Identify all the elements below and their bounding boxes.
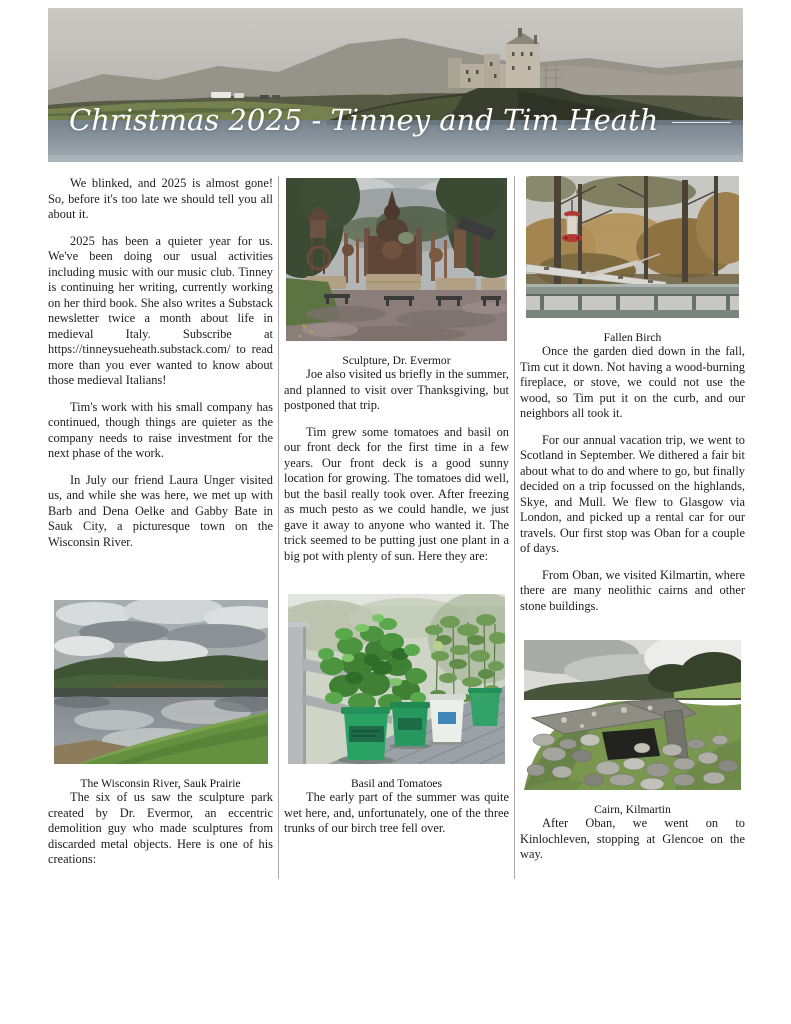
fallen-birch-figure	[520, 176, 745, 344]
castle-landscape-photo	[48, 8, 743, 162]
photo-caption: Basil and Tomatoes	[350, 777, 443, 790]
column-divider	[514, 176, 515, 879]
fallen-birch-photo	[526, 176, 739, 318]
page-title: Christmas 2025 - Tinney and Tim Heath	[69, 103, 659, 137]
basil-tomatoes-photo	[288, 594, 505, 764]
paragraph: After Oban, we went on to Kinlochleven, stopping at Glencoe on the way.	[520, 816, 745, 861]
cairn-photo	[524, 640, 741, 790]
header-banner	[48, 8, 743, 162]
sculpture-park-photo	[286, 178, 507, 341]
photo-caption: Fallen Birch	[603, 331, 662, 344]
paragraph: Joe also visited us briefly in the summer, and planned to visit over Thanksgiving, but postponed that trip.	[284, 367, 509, 412]
paragraph: The early part of the summer was quite wet here, and, unfortunately, one of the three trunks of our birch tree fell over.	[284, 790, 509, 835]
column-layout	[48, 176, 745, 879]
column-divider	[278, 176, 279, 879]
paragraph: 2025 has been a quieter year for us. We've been doing our usual activities including music with our music club. Tinney is continuing her writing, currently working on her third book. She also writes a Substack newsletter twice a month about life in medieval Italy. Subscribe at https://tinneysueheath.substack.com/ to read more than you ever wanted to know about those medieval Italians!	[48, 233, 273, 387]
paragraph: For our annual vacation trip, we went to Scotland in September. We dithered a fair bit about what to do and where to go, but finally decided on a trip focussed on the highlands, Skye, and Mull. We flew to Glasgow via London, and picked up a rental car for our travels. Our first stop was Oban for a couple of days.	[520, 432, 745, 555]
paragraph: In July our friend Laura Unger visited us, and while she was here, we met up with Barb and Dena Oelke and Gabby Bate in Sauk City, a picturesque town on the Wisconsin River.	[48, 472, 273, 549]
wisconsin-river-figure	[48, 600, 273, 790]
photo-caption: Cairn, Kilmartin	[594, 803, 671, 816]
cairn-figure	[520, 640, 745, 816]
photo-caption: The Wisconsin River, Sauk Prairie	[80, 777, 241, 790]
paragraph: From Oban, we visited Kilmartin, where there are many neolithic cairns and other stone buildings.	[520, 567, 745, 613]
paragraph: We blinked, and 2025 is almost gone! So, before it's too late we should tell you all about it.	[48, 176, 273, 221]
paragraph: Tim grew some tomatoes and basil on our front deck for the first time in a few years. Our front deck is a good sunny location for growing. The tomatoes did well, but the basil really took over. After freezing as much pesto as we could handle, we just gave it away to anyone who wanted it. The trick seemed to be putting just one plant in a big pot with plenty of sun. Here they are:	[284, 424, 509, 563]
paragraph: Once the garden died down in the fall, Tim cut it down. Not having a wood-burning fireplace, or stove, we could not use the wood, so Tim put it on the curb, and our neighbors all took it.	[520, 344, 745, 420]
paragraph: The six of us saw the sculpture park created by Dr. Evermor, an eccentric demolition guy who made sculptures from discarded metal objects. Here is one of his creations:	[48, 790, 273, 866]
paragraph: Tim's work with his small company has continued, though things are quieter as the company needs to raise investment for the next phase of the work.	[48, 399, 273, 460]
sculpture-figure	[284, 178, 509, 367]
column-right	[520, 176, 745, 879]
wisconsin-river-photo	[54, 600, 268, 764]
photo-caption: Sculpture, Dr. Evermor	[342, 354, 451, 367]
basil-tomatoes-figure	[284, 594, 509, 790]
column-middle	[284, 176, 509, 879]
page-title-row	[69, 103, 731, 137]
title-rule-line	[672, 122, 731, 123]
column-left	[48, 176, 273, 879]
